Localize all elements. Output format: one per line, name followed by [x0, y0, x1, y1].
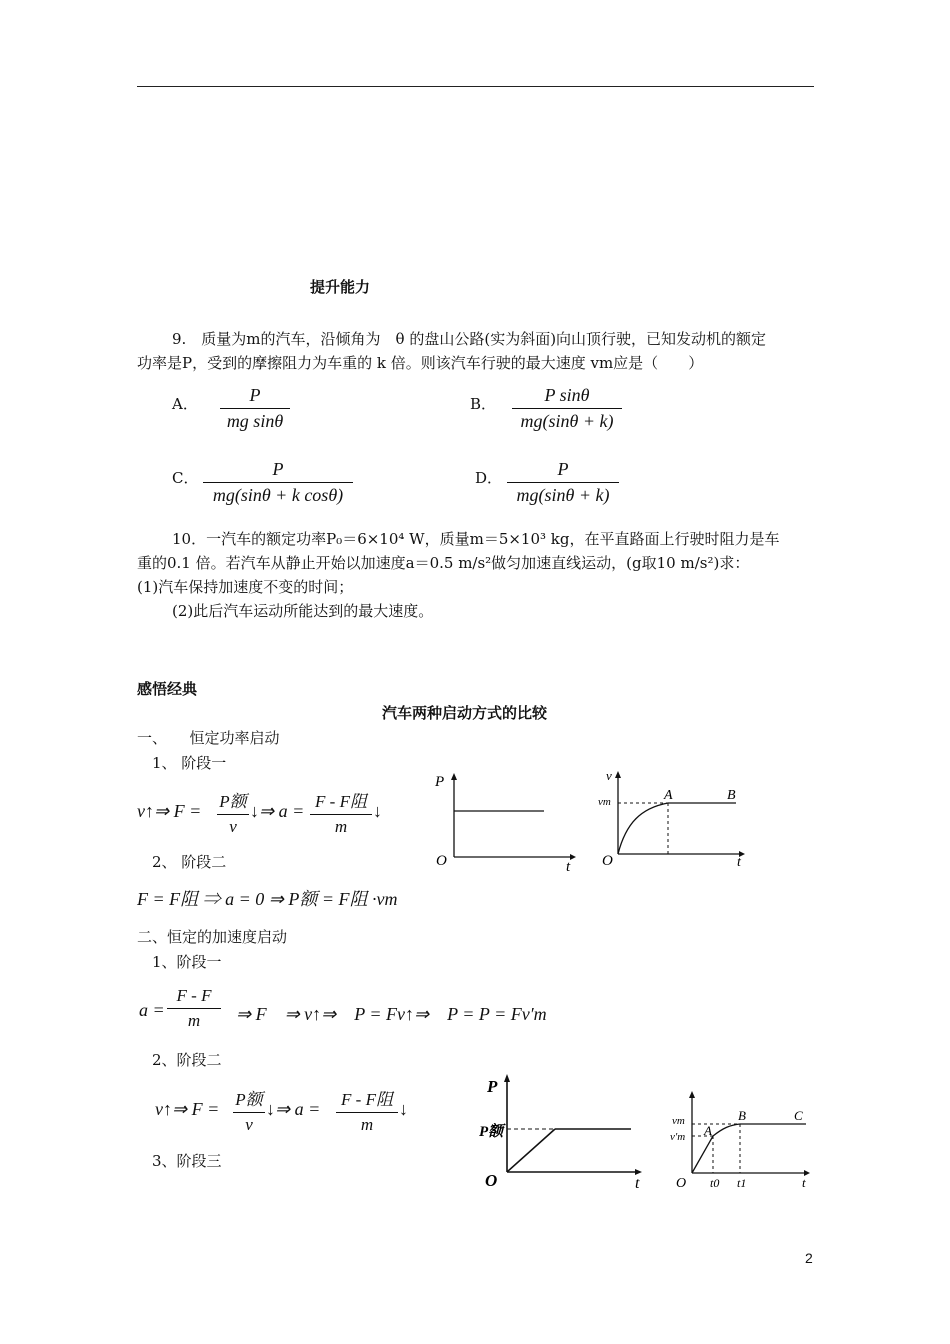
p1s1-frac1 [217, 787, 249, 837]
classic-heading: 感悟经典 [137, 680, 198, 698]
p-graph2-y-arrow [504, 1074, 510, 1082]
option-c-label: C． [172, 469, 199, 487]
v-graph2-curve [713, 1124, 740, 1136]
v-graph2-y-arrow [689, 1091, 695, 1098]
p1s1-formula-b: ↓⇒ a = [250, 801, 305, 821]
p2s2-frac1-den: v [245, 1115, 253, 1134]
option-d-den: mg(sinθ + k) [516, 485, 610, 505]
v-graph1-y-label: v [606, 768, 612, 783]
p2s2-frac1-num: P额 [235, 1090, 263, 1109]
v-graph1-curve [618, 803, 668, 854]
q9-line1: 9. 质量为m的汽车，沿倾角为 θ 的盘山公路(实为斜面)向山顶行驶，已知发动机的额定 [172, 330, 767, 348]
p-graph2-level-label: P额 [479, 1124, 504, 1140]
header-rule [137, 86, 814, 87]
p-graph1-y-arrow [451, 773, 457, 780]
p-graph1-origin: O [436, 853, 447, 869]
p-graph1-x-arrow [570, 854, 576, 860]
p1s1-frac2 [310, 787, 372, 837]
v-graph2-vmprime-label: v′m [670, 1131, 686, 1143]
v-graph1-point-b: B [727, 788, 736, 803]
part2-power-graph [475, 1070, 650, 1192]
p2s1-frac [167, 986, 221, 1031]
part1-stage1: 1、 阶段一 [152, 754, 227, 772]
classic-title: 汽车两种启动方式的比较 [382, 704, 548, 722]
v-graph1-point-a: A [664, 788, 673, 803]
option-a-num: P [249, 385, 261, 405]
p2s2-formula-b: ↓⇒ a = [266, 1099, 321, 1119]
v-graph1-vm-label: vm [598, 796, 611, 808]
option-c-fraction [203, 459, 353, 506]
q10-line2: 重的0.1 倍。若汽车从静止开始以加速度a＝0.5 m/s²做匀加速直线运动，(g取10 m/s²)求： [137, 554, 750, 572]
p1s1-frac2-num: F - F阻 [315, 792, 367, 811]
p-graph1-y-label: P [435, 774, 445, 790]
part2-stage1: 1、阶段一 [152, 953, 222, 971]
q10-line1: 10．一汽车的额定功率P₀＝6×10⁴ W，质量m＝5×10³ kg，在平直路面上行驶时阻力是车 [172, 530, 780, 548]
q10-line3: (1)汽车保持加速度不变的时间； [137, 578, 354, 596]
v-graph2-point-c: C [794, 1108, 803, 1123]
option-a-fraction [220, 385, 290, 432]
p2s2-frac2 [336, 1085, 398, 1135]
section-title: 提升能力 [310, 278, 371, 296]
p-graph2-ramp-line [507, 1129, 555, 1172]
p-graph1-x-label: t [566, 859, 571, 873]
q10-line4: (2)此后汽车运动所能达到的最大速度。 [172, 602, 434, 620]
part1-title: 一、 恒定功率启动 [137, 729, 280, 747]
part1-power-graph [430, 768, 580, 873]
p2s2-frac2-den: m [360, 1115, 374, 1134]
v-graph2-point-a: A [704, 1123, 712, 1138]
v-graph2-point-b: B [738, 1108, 746, 1123]
p2s2-frac1 [233, 1085, 265, 1135]
option-a-den: mg sinθ [226, 411, 284, 431]
v-graph2-vm-label: vm [672, 1115, 685, 1127]
q9-line2: 功率是P，受到的摩擦阻力为车重的 k 倍。则该汽车行驶的最大速度 vm应是（ ） [137, 354, 704, 372]
p2s1-frac-den: m [187, 1011, 201, 1030]
option-d-label: D． [475, 469, 503, 487]
p1s1-frac1-num: P额 [219, 792, 247, 811]
option-c-den: mg(sinθ + k cosθ) [212, 485, 344, 505]
p1s1-formula-c: ↓ [373, 801, 382, 821]
v-graph2-x-label: t [802, 1175, 806, 1190]
option-b-num: P sinθ [544, 385, 590, 405]
part1-stage2: 2、 阶段二 [152, 853, 227, 871]
p1s1-frac2-den: m [334, 817, 348, 836]
p1s1-formula-a: v↑⇒ F = [137, 801, 202, 821]
p2s1-frac-num: F - F [176, 986, 212, 1005]
v-graph2-t1-label: t1 [737, 1176, 747, 1190]
v-graph1-origin: O [602, 853, 613, 869]
part2-stage3: 3、阶段三 [152, 1152, 222, 1170]
page-number: 2 [805, 1250, 813, 1266]
p2s2-formula-a: v↑⇒ F = [155, 1099, 220, 1119]
v-graph2-t0-label: t0 [710, 1176, 720, 1190]
option-b-den: mg(sinθ + k) [520, 411, 614, 431]
p-graph2-y-label: P [487, 1077, 498, 1096]
p2s2-frac2-num: F - F阻 [341, 1090, 393, 1109]
option-d-fraction [507, 459, 619, 506]
p1s2-formula: F = F阻 ⇒ a = 0 ⇒ P额 = F阻 ·vm [137, 889, 398, 909]
v-graph2-ramp-line [692, 1136, 713, 1173]
p2s1-formula-a: a = [139, 1000, 165, 1020]
p-graph2-origin: O [485, 1171, 498, 1190]
p2s2-formula-c: ↓ [399, 1099, 408, 1119]
v-graph2-origin: O [676, 1176, 687, 1191]
p1s1-frac1-den: v [229, 817, 237, 836]
part1-velocity-graph [596, 768, 756, 873]
option-a-label: A． [172, 395, 198, 413]
part2-title: 二、恒定的加速度启动 [137, 928, 288, 946]
option-d-num: P [557, 459, 569, 479]
v-graph1-y-arrow [615, 771, 621, 778]
v-graph1-x-label: t [737, 855, 741, 870]
option-c-num: P [272, 459, 284, 479]
option-b-fraction [512, 385, 622, 432]
part2-velocity-graph [668, 1088, 818, 1193]
p2s1-formula-b: ⇒ F ⇒ v↑⇒ P = Fv↑⇒ P = P = Fv′m [236, 1004, 547, 1024]
option-b-label: B． [470, 395, 497, 413]
part2-stage2: 2、阶段二 [152, 1051, 222, 1069]
p-graph2-x-label: t [635, 1175, 640, 1192]
